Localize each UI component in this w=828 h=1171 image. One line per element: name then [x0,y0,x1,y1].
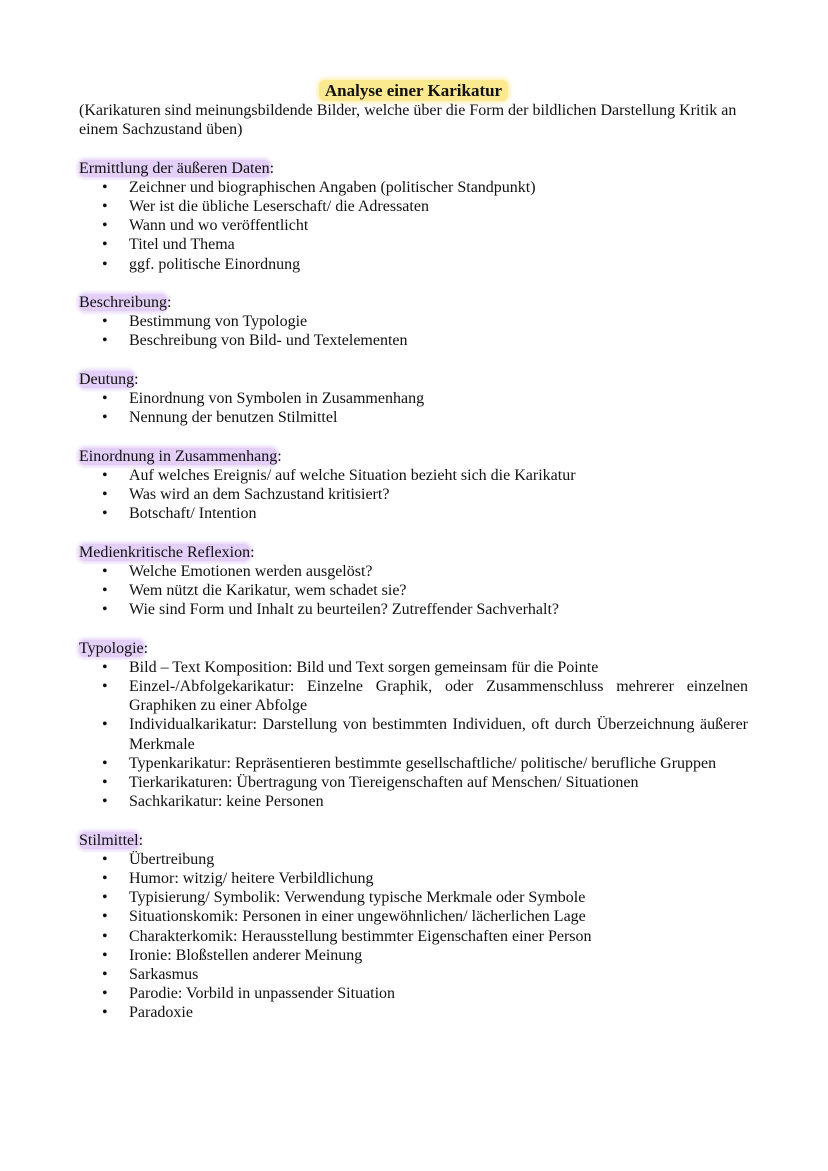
section [79,639,748,812]
section [79,370,748,428]
list-item [79,927,748,946]
bullet-list [79,658,748,812]
colon: : [277,447,282,465]
list-item-text: Sachkarikatur: keine Personen [129,793,324,811]
bullet-icon: • [102,716,108,734]
list-item-text: Tierkarikaturen: Übertragung von Tiereigenschaften auf Menschen/ Situationen [129,774,639,792]
list-item-text: Charakterkomik: Herausstellung bestimmter Eigenschaften einer Person [129,927,592,945]
bullet-icon: • [102,466,108,484]
section-heading [79,370,748,389]
bullet-icon: • [102,505,108,523]
bullet-icon: • [102,908,108,926]
list-item [79,600,748,619]
title-text: Analyse einer Karikatur [319,80,508,101]
bullet-icon: • [102,658,108,676]
bullet-icon: • [102,985,108,1003]
list-item [79,216,748,235]
list-item [79,984,748,1003]
bullet-icon: • [102,313,108,331]
list-item-text: Einzel-/Abfolgekarikatur: Einzelne Graphik, oder Zusammenschluss mehrerer einzelnen Graphiken zu einer Abfolge [129,678,748,715]
list-item-text: Parodie: Vorbild in unpassender Situation [129,985,396,1003]
list-item [79,389,748,408]
bullet-icon: • [102,255,108,273]
list-item-text: Bestimmung von Typologie [129,313,308,331]
bullet-icon: • [102,582,108,599]
list-item [79,235,748,254]
sections [79,159,748,1023]
bullet-icon: • [102,966,108,984]
bullet-list [79,562,748,620]
list-item [79,965,748,984]
section [79,159,748,274]
list-item-text: Typenkarikatur: Repräsentieren bestimmte gesellschaftliche/ politische/ berufliche Gruppen [129,754,717,772]
section [79,293,748,351]
list-item [79,715,748,753]
list-item-text: Nennung der benutzen Stilmittel [129,409,338,427]
section-heading-label: Stilmittel [79,831,139,849]
bullet-list [79,312,748,350]
bullet-icon: • [102,198,108,215]
list-item-text: Zeichner und biographischen Angaben (politischer Standpunkt) [129,178,536,196]
bullet-icon: • [102,390,108,407]
list-item-text: Sarkasmus [129,966,199,984]
section-heading [79,543,748,562]
list-item-text: Wer ist die übliche Leserschaft/ die Adressaten [129,198,429,215]
section [79,831,748,1023]
list-item [79,504,748,523]
list-item-text: Situationskomik: Personen in einer ungewöhnlichen/ lächerlichen Lage [129,908,586,926]
bullet-icon: • [102,850,108,868]
bullet-list [79,178,748,274]
list-item [79,773,748,792]
intro-text: (Karikaturen sind meinungsbildende Bilder, welche über die Form der bildlichen Darstellung Kritik an einem Sachzustand üben) [79,102,737,139]
list-item-text: Einordnung von Symbolen in Zusammenhang [129,390,425,407]
bullet-icon: • [102,178,108,196]
list-item-text: ggf. politische Einordnung [129,255,301,273]
section-heading [79,159,748,178]
list-item-text: Übertreibung [129,850,215,868]
section-heading [79,293,748,312]
list-item [79,312,748,331]
list-item-text: Ironie: Bloßstellen anderer Meinung [129,946,363,964]
colon: : [138,831,144,849]
colon: : [134,370,139,388]
bullet-icon: • [102,332,108,350]
list-item-text: Wann und wo veröffentlicht [129,217,309,235]
list-item [79,888,748,907]
bullet-icon: • [102,1004,108,1022]
bullet-icon: • [102,946,108,964]
bullet-icon: • [102,409,108,427]
section-heading-label: Ermittlung der äußeren Daten [79,159,270,177]
list-item [79,562,748,581]
bullet-list [79,389,748,427]
list-item [79,485,748,504]
list-item [79,677,748,715]
list-item-text: Beschreibung von Bild- und Textelementen [129,332,408,350]
bullet-icon: • [102,486,108,503]
list-item-text: Welche Emotionen werden ausgelöst? [129,562,373,580]
list-item-text: Wem nützt die Karikatur, wem schadet sie? [129,582,407,599]
section-heading-label: Deutung [79,370,135,388]
list-item [79,255,748,274]
list-item [79,754,748,773]
bullet-icon: • [102,927,108,945]
list-item [79,1003,748,1022]
list-item [79,869,748,888]
document-page [79,80,748,1042]
section-heading-label: Medienkritische Reflexion [79,543,251,561]
colon: : [250,543,255,561]
list-item-text: Wie sind Form und Inhalt zu beurteilen? Zutreffender Sachverhalt? [129,601,560,619]
bullet-list [79,466,748,524]
list-item [79,197,748,216]
list-item-text: Humor: witzig/ heitere Verbildlichung [129,870,374,888]
list-item [79,331,748,350]
list-item [79,792,748,811]
list-item-text: Was wird an dem Sachzustand kritisiert? [129,486,390,503]
section-heading-label: Einordnung in Zusammenhang [79,447,278,465]
bullet-icon: • [102,217,108,235]
list-item-text: Auf welches Ereignis/ auf welche Situation bezieht sich die Karikatur [129,466,576,484]
section-heading-label: Typologie [79,639,144,657]
list-item [79,408,748,427]
bullet-icon: • [102,889,108,907]
list-item [79,178,748,197]
colon: : [143,639,149,657]
list-item [79,581,748,600]
colon: : [269,159,275,177]
bullet-icon: • [102,236,108,254]
bullet-icon: • [102,601,108,619]
section [79,447,748,524]
bullet-icon: • [102,870,108,888]
document-title [79,80,748,101]
section-heading [79,639,748,658]
list-item [79,466,748,485]
list-item [79,907,748,926]
list-item [79,850,748,869]
colon: : [166,294,172,311]
list-item-text: Botschaft/ Intention [129,505,257,523]
bullet-icon: • [102,754,108,772]
list-item-text: Bild – Text Komposition: Bild und Text sorgen gemeinsam für die Pointe [129,658,599,676]
list-item-text: Individualkarikatur: Darstellung von bestimmten Individuen, oft durch Überzeichnung äußerer Merkmale [129,716,748,753]
section-heading [79,831,748,850]
list-item-text: Typisierung/ Symbolik: Verwendung typische Merkmale oder Symbole [129,889,586,907]
bullet-icon: • [102,793,108,811]
bullet-list [79,850,748,1023]
list-item [79,946,748,965]
section-heading [79,447,748,466]
list-item [79,658,748,677]
bullet-icon: • [102,774,108,792]
section [79,543,748,620]
list-item-text: Titel und Thema [129,236,235,254]
list-item-text: Paradoxie [129,1004,193,1022]
bullet-icon: • [102,562,108,580]
bullet-icon: • [102,678,108,695]
section-heading-label: Beschreibung [79,294,167,311]
